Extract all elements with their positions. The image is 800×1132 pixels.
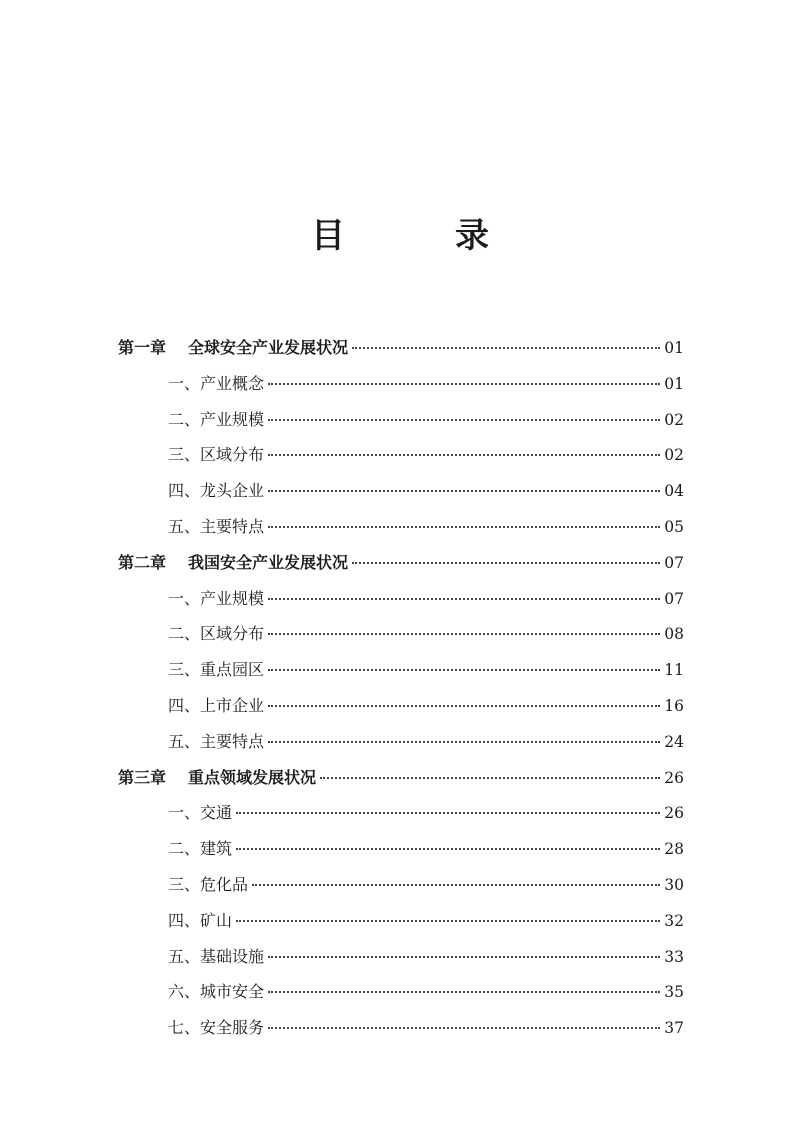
toc-entry-label (168, 724, 264, 760)
toc-entry-label (168, 581, 264, 617)
dot-leader (268, 1027, 660, 1029)
toc-entry-label (168, 402, 264, 438)
toc-section-entry[interactable] (118, 473, 684, 509)
toc-entry-title: 主要特点 (200, 516, 265, 536)
toc-entry-label (168, 795, 232, 831)
toc-entry-number: 第一章 (118, 338, 167, 357)
toc-entry-title: 产业规模 (200, 409, 265, 429)
toc-entry-label (168, 831, 232, 867)
toc-page-number: 01 (664, 339, 684, 357)
toc-section-entry[interactable] (118, 867, 684, 903)
toc-page-number: 26 (664, 804, 684, 823)
toc-entry-number: 五、 (168, 946, 201, 966)
toc-entry-label (168, 974, 264, 1010)
toc-section-entry[interactable] (118, 903, 684, 939)
toc-section-entry[interactable] (118, 402, 684, 438)
toc-section-entry[interactable] (118, 974, 684, 1010)
toc-page-number: 16 (664, 696, 684, 715)
toc-entry-number: 第三章 (118, 767, 167, 787)
toc-section-entry[interactable] (118, 795, 684, 831)
dot-leader (268, 454, 660, 456)
toc-entry-title: 我国安全产业发展状况 (188, 552, 349, 572)
toc-entry-label (168, 688, 264, 724)
toc-page-number: 08 (664, 625, 684, 644)
dot-leader (268, 705, 660, 707)
toc-entry-title: 重点领域发展状况 (188, 767, 317, 787)
toc-page-number: 11 (664, 661, 684, 680)
toc-entry-label (168, 903, 232, 939)
toc-page-number: 24 (664, 732, 684, 751)
toc-entry-label (168, 437, 264, 473)
toc-page-number: 02 (664, 410, 684, 429)
toc-entry-label (168, 366, 264, 402)
toc-entry-number: 二、 (168, 409, 201, 429)
toc-entry-title: 城市安全 (200, 982, 265, 1002)
dot-leader (268, 956, 660, 958)
toc-section-entry[interactable] (118, 1010, 684, 1046)
toc-entry-title: 危化品 (200, 874, 249, 894)
toc-entry-title: 区域分布 (200, 624, 265, 644)
toc-section-entry[interactable] (118, 688, 684, 724)
dot-leader (320, 777, 660, 779)
toc-page-number: 28 (664, 840, 684, 859)
toc-page-number: 26 (664, 768, 684, 787)
toc-entry-number: 第二章 (118, 552, 167, 572)
toc-entry-title: 上市企业 (200, 695, 265, 715)
dot-leader (268, 669, 660, 671)
toc-entry-number: 一、 (168, 373, 201, 393)
toc-entry-label (118, 330, 348, 366)
toc-entry-label (168, 1010, 264, 1046)
toc-section-entry[interactable] (118, 724, 684, 760)
toc-chapter-entry[interactable] (118, 330, 684, 366)
toc-page-number: 35 (664, 983, 684, 1002)
toc-page-number: 04 (664, 482, 684, 501)
toc-entry-title: 产业概念 (200, 373, 265, 393)
dot-leader (252, 884, 660, 886)
toc-entry-number: 一、 (168, 588, 201, 608)
toc-entry-number: 三、 (168, 445, 201, 465)
toc-entry-title: 主要特点 (200, 731, 265, 751)
dot-leader (268, 490, 660, 492)
toc-section-entry[interactable] (118, 616, 684, 652)
dot-leader (268, 383, 660, 385)
toc-section-entry[interactable] (118, 581, 684, 617)
toc-entry-title: 重点园区 (200, 660, 265, 680)
dot-leader (268, 526, 660, 528)
toc-page-number: 37 (664, 1019, 684, 1038)
dot-leader (236, 920, 660, 922)
toc-entry-label (118, 545, 348, 581)
toc-entry-label (168, 509, 264, 545)
page-title: 目 录 (311, 216, 527, 256)
toc-page-number: 32 (664, 911, 684, 930)
toc-section-entry[interactable] (118, 366, 684, 402)
dot-leader (352, 562, 660, 564)
toc-entry-label (168, 652, 264, 688)
toc-entry-label (118, 760, 316, 796)
toc-entry-title: 基础设施 (200, 946, 265, 966)
toc-entry-title: 交通 (200, 803, 233, 823)
toc-entry-number: 三、 (168, 660, 201, 680)
toc-page-number: 33 (664, 947, 684, 966)
dot-leader (268, 991, 660, 993)
toc-entry-title: 区域分布 (200, 445, 265, 465)
toc-entry-title: 全球安全产业发展状况 (188, 338, 349, 357)
toc-entry-title: 龙头企业 (200, 481, 265, 501)
toc-chapter-entry[interactable] (118, 760, 684, 796)
toc-entry-number: 四、 (168, 695, 201, 715)
toc-page-number: 02 (664, 446, 684, 465)
dot-leader (236, 812, 660, 814)
dot-leader (352, 347, 660, 349)
toc-entry-label (168, 473, 264, 509)
toc-section-entry[interactable] (118, 437, 684, 473)
toc-entry-number: 二、 (168, 624, 201, 644)
toc-page-number: 05 (664, 517, 684, 536)
toc-page-number: 07 (664, 589, 684, 608)
toc-entry-label (168, 867, 248, 903)
toc-entry-title: 安全服务 (200, 1018, 265, 1038)
dot-leader (236, 848, 660, 850)
toc-section-entry[interactable] (118, 509, 684, 545)
toc-chapter-entry[interactable] (118, 545, 684, 581)
toc-entry-number: 五、 (168, 516, 201, 536)
toc-entry-title: 矿山 (200, 910, 233, 930)
toc-entry-number: 四、 (168, 910, 201, 930)
toc-entry-number: 六、 (168, 982, 201, 1002)
dot-leader (268, 741, 660, 743)
toc-entry-number: 四、 (168, 481, 201, 501)
toc-entry-number: 七、 (168, 1018, 201, 1038)
toc-section-entry[interactable] (118, 652, 684, 688)
toc-entry-title: 产业规模 (200, 588, 265, 608)
toc-section-entry[interactable] (118, 831, 684, 867)
toc-entry-label (168, 939, 264, 975)
toc-page-number: 30 (664, 875, 684, 894)
toc-entry-title: 建筑 (200, 839, 233, 859)
dot-leader (268, 598, 660, 600)
toc-entry-number: 二、 (168, 839, 201, 859)
table-of-contents (118, 330, 684, 1046)
toc-entry-label (168, 616, 264, 652)
toc-entry-number: 一、 (168, 803, 201, 823)
toc-page-number: 01 (664, 374, 684, 393)
toc-page-number: 07 (664, 553, 684, 572)
toc-section-entry[interactable] (118, 939, 684, 975)
toc-entry-number: 五、 (168, 731, 201, 751)
toc-entry-number: 三、 (168, 874, 201, 894)
dot-leader (268, 633, 660, 635)
dot-leader (268, 419, 660, 421)
